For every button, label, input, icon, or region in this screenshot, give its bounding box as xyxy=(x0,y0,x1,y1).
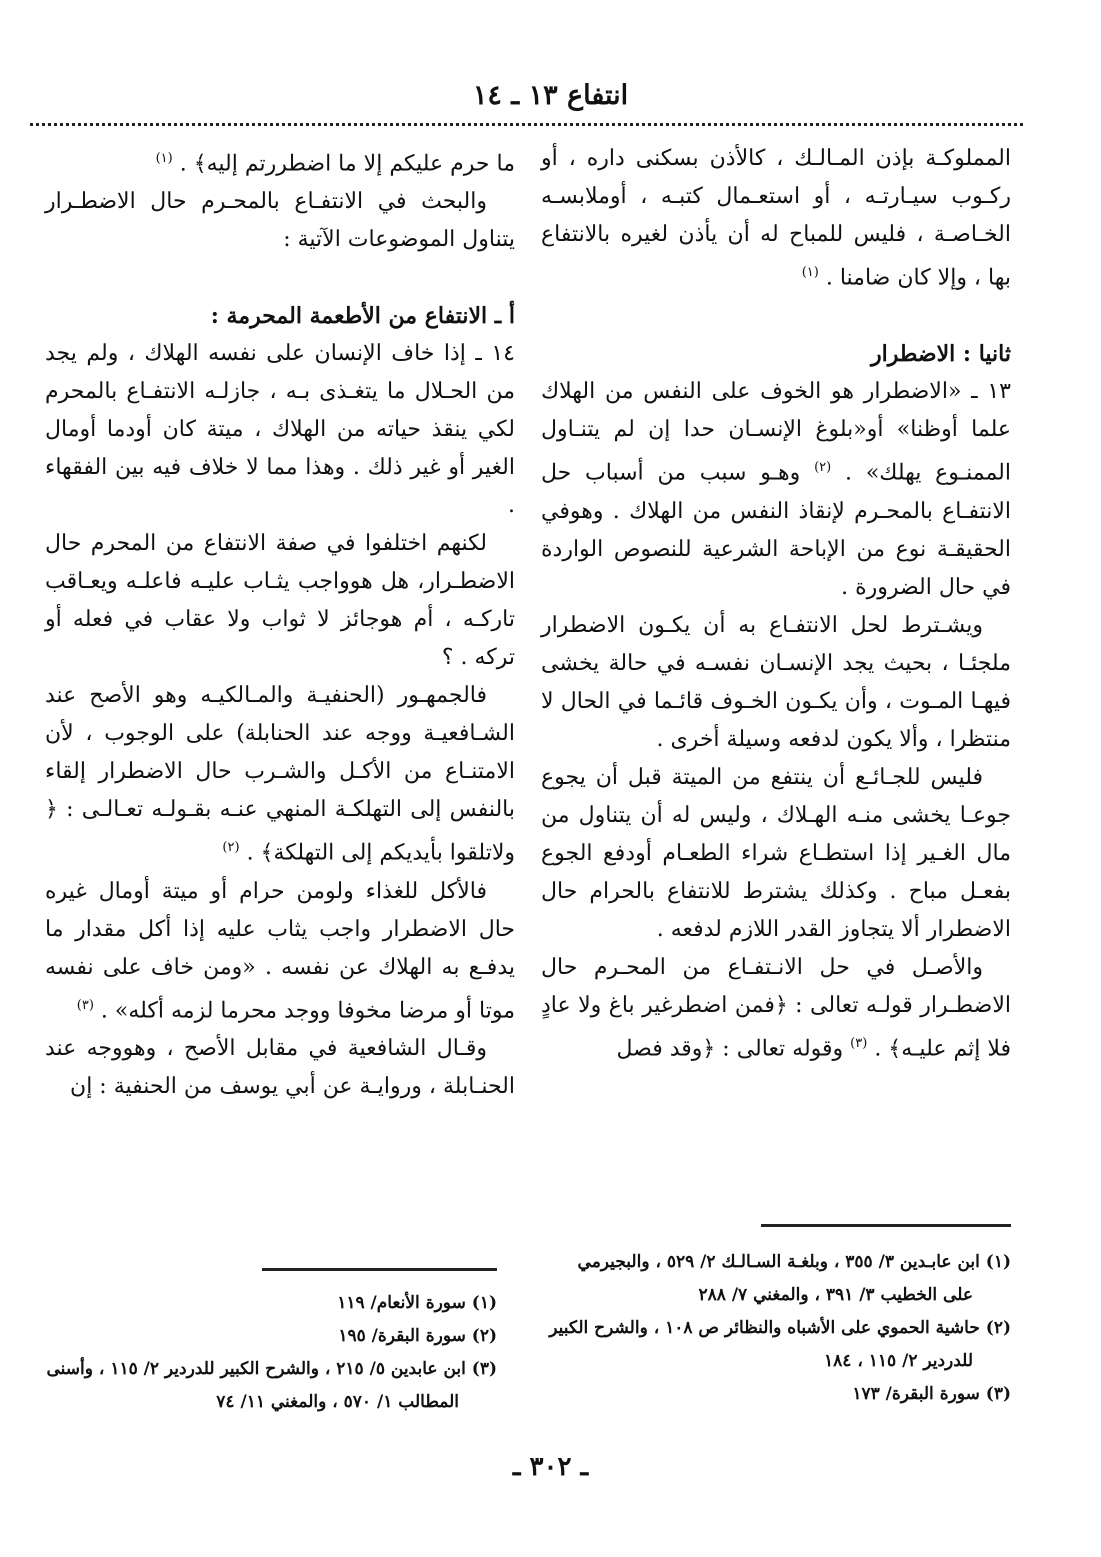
footnote: (١) سورة الأنعام/ ١١٩ xyxy=(337,1293,497,1313)
left-column xyxy=(45,140,515,1106)
paragraph xyxy=(45,677,515,872)
paragraph-text: والأصـل في حل الانـتفـاع من المحـرم حال الاضطـرار قولـه تعالى : ﴿فمن اضطرغير باغ ولا عادٍ فلا إثم عليـه﴾ . xyxy=(541,954,1011,1061)
footnote-ref: (٢) xyxy=(222,840,240,856)
footnote: (١) ابن عابـدين ٣/ ٣٥٥ ، وبلغـة السـالـك ٢/ ٥٢٩ ، والبجيرمي xyxy=(577,1252,1011,1272)
footnote-continuation: للدردير ٢/ ١١٥ ، ١٨٤ xyxy=(824,1351,973,1371)
footnote: (٣) ابن عابدين ٥/ ٢١٥ ، والشرح الكبير للدردير ٢/ ١١٥ ، وأسنى xyxy=(46,1359,497,1379)
paragraph xyxy=(541,949,1011,1068)
paragraph-text: فالجمهـور (الحنفيـة والمـالكيـه وهو الأصح عند الشـافعيـة ووجه عند الحنابلة) على الوجوب ، لأن الامتنـاع من الأكـل والشـرب حال الاضطرار إلقاء بالنفس إلى التهلكـة المنهي عنـه بقـولـه تعـالـى : ﴿ ولاتلقوا بأيديكم إلى التهلكة﴾ . xyxy=(45,683,515,866)
footnote-ref: (٢) xyxy=(814,460,832,476)
footnote: (٣) سورة البقرة/ ١٧٣ xyxy=(852,1384,1011,1404)
footnote-divider xyxy=(262,1268,497,1271)
footnotes-right xyxy=(541,1246,1011,1411)
footnote: (٢) حاشية الحموي على الأشباه والنظائر ص ١٠٨ ، والشرح الكبير xyxy=(549,1318,1011,1338)
paragraph-text: وقوله تعالى : ﴿وقد فصل xyxy=(616,1035,851,1061)
paragraph: فليس للجـائـع أن ينتفع من الميتة قبل أن يجوع جوعـا يخشى منـه الهـلاك ، وليس له أن يتناول من مال الغـير إذا استطـاع شراء الطعـام أودفع الجوع بفعـل مباح . وكذلك يشترط للانتفاع بالحرام حال الاضطرار ألا يتجاوز القدر اللازم لدفعه . xyxy=(541,764,1011,942)
footnote: (٢) سورة البقرة/ ١٩٥ xyxy=(338,1326,497,1346)
paragraph: وقـال الشافعية في مقابل الأصح ، وهووجه عند الحنـابلة ، وروايـة عن أبي يوسف من الحنفية : إن xyxy=(45,1035,515,1099)
paragraph-text: المملوكـة بإذن المـالـك ، كالأذن بسكنى داره ، أو ركـوب سيـارتـه ، أو استعـمال كتبـه ، أوملابسـه الخـاصـة ، فليس للمباح له أن يأذن لغيره بالانتفاع بها ، وإلا كان ضامنا . xyxy=(541,146,1011,291)
footnote-continuation: على الخطيب ٣/ ٣٩١ ، والمغني ٧/ ٢٨٨ xyxy=(698,1285,973,1305)
footnote-ref: (١) xyxy=(155,151,173,166)
paragraph-text: ما حرم عليكم إلا ما اضطررتم إليه﴾ . xyxy=(179,151,515,177)
paragraph: لكنهم اختلفوا في صفة الانتفاع من المحرم حال الاضطـرار، هل هوواجب يثـاب عليـه فاعلـه ويعـاقب تاركـه ، أم هوجائز لا ثواب ولا عقاب في فعله أو تركه . ؟ xyxy=(45,531,515,671)
section-heading: ثانيا : الاضطرار xyxy=(871,341,1011,368)
page-number: ـ ٣٠٢ ـ xyxy=(512,1452,589,1482)
paragraph xyxy=(541,373,1011,606)
paragraph: ويشـترط لحل الانتفـاع به أن يكـون الاضطرار ملجئـا ، بحيث يجد الإنسـان نفسـه في حالة يخشى فيهـا المـوت ، وأن يكـون الخـوف قائـما في الحال لا منتظرا ، وألا يكون لدفعه وسيلة أخرى . xyxy=(541,612,1011,752)
section-heading: أ ـ الانتفاع من الأطعمة المحرمة : xyxy=(210,303,515,330)
paragraph xyxy=(541,140,1011,297)
paragraph-text: وهـو سبب من أسباب حل الانتفـاع بالمحـرم لإنقاذ النفس من الهلاك . وهوفي الحقيقـة نوع من الإباحة الشرعية للنصوص الواردة في حال الضرورة . xyxy=(541,460,1011,600)
paragraph-text: ١٣ ـ «الاضطرار هو الخوف على النفس من الهلاك علما أوظنا» أو«بلوغ الإنسـان حدا إن لم يتنـاول الممنـوع يهلك» . xyxy=(541,379,1011,486)
header-divider xyxy=(30,123,1023,126)
paragraph: ١٤ ـ إذا خاف الإنسان على نفسه الهلاك ، ولم يجد من الحـلال ما يتغـذى بـه ، جازلـه الانتفـاع بالمحرم لكي ينقذ حياته من الهلاك ، ميتة كان أودما أومال الغير أو غير ذلك . وهذا مما لا خلاف فيه بين الفقهاء . xyxy=(45,341,515,519)
paragraph xyxy=(45,873,515,1030)
footnotes-left xyxy=(45,1287,497,1419)
footnote-ref: (٣) xyxy=(850,1035,868,1051)
page-title: انتفاع ١٣ ـ ١٤ xyxy=(472,80,629,111)
paragraph: والبحث في الانتفـاع بالمحـرم حال الاضطـرار يتناول الموضوعات الآتية : xyxy=(45,189,515,253)
paragraph-text: فالأكل للغذاء ولومن حرام أو ميتة أومال غيره حال الاضطرار واجب يثاب عليه إذا أكل مقدار ما يدفـع به الهلاك عن نفسه . «ومن خاف على نفسه موتا أو مرضا مخوفا ووجد محرما لزمه أكله» . xyxy=(45,878,515,1023)
right-column xyxy=(541,140,1011,1068)
footnote-ref: (٣) xyxy=(76,997,94,1013)
footnote-continuation: المطالب ١/ ٥٧٠ ، والمغني ١١/ ٧٤ xyxy=(216,1392,459,1412)
paragraph xyxy=(45,140,515,183)
footnote-divider xyxy=(761,1224,1011,1227)
footnote-ref: (١) xyxy=(801,265,819,280)
